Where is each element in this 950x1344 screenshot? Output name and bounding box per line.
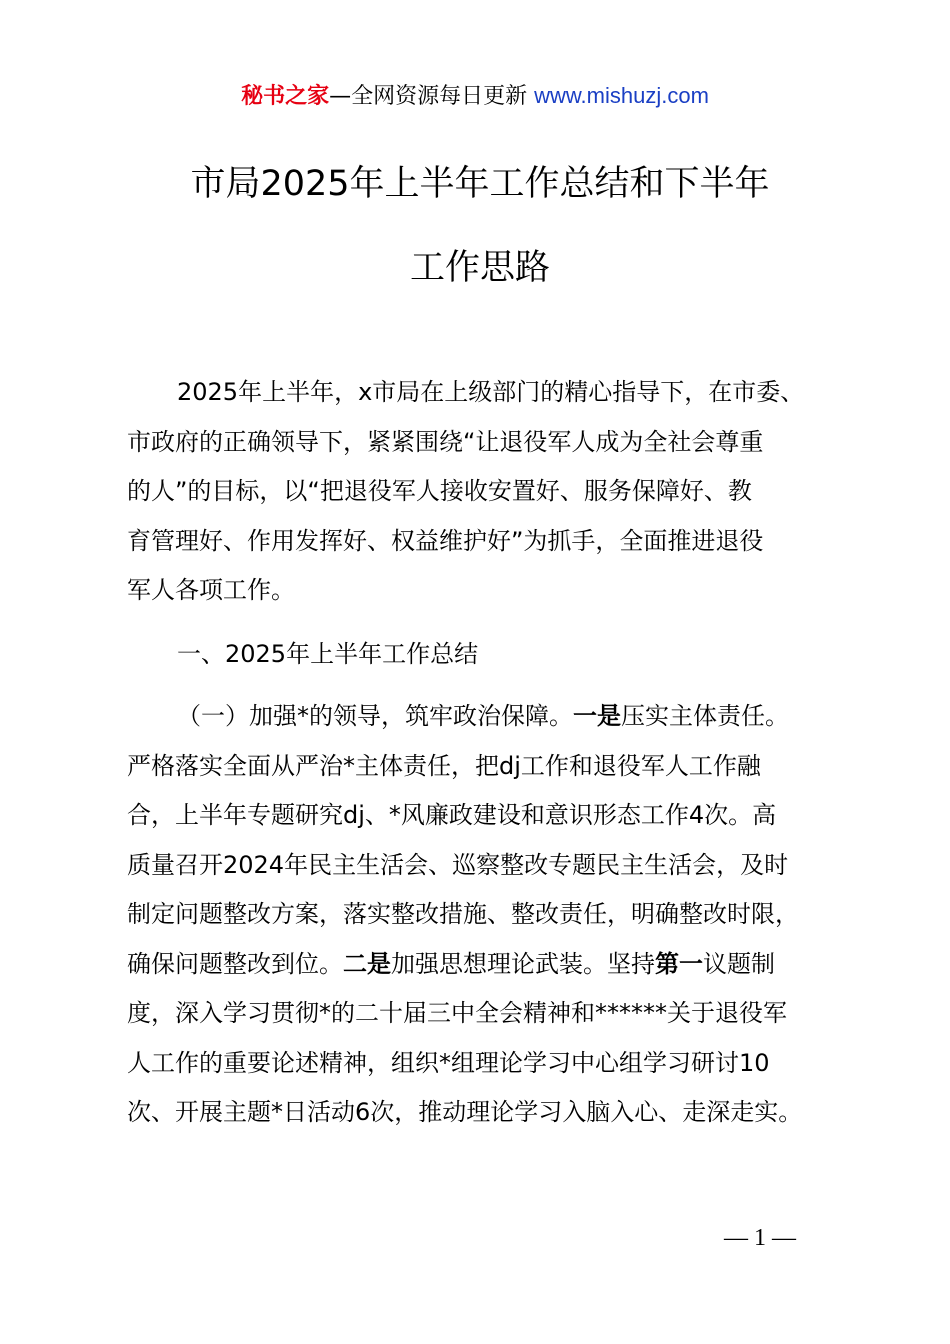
section-heading-1 — [127, 630, 845, 680]
page-number: — 1 — — [724, 1225, 796, 1251]
para-line-7: 度，深入学习贯彻*的二十届三中全会精神和******关于退役军 — [127, 999, 787, 1027]
intro-line-1: 2025年上半年，x市局在上级部门的精心指导下，在市委、 — [177, 378, 805, 406]
site-brand: 秘书之家 — [241, 84, 330, 109]
para-line-4: 质量召开2024年民主生活会、巡察整改专题民主生活会，及时 — [127, 850, 789, 879]
bold-marker-first: 一是 — [573, 702, 621, 730]
bold-marker-topic: 第一 — [655, 949, 703, 978]
para-line-9: 次、开展主题*日活动6次，推动理论学习入脑入心、走深走实。 — [127, 1098, 803, 1126]
site-tagline: —全网资源每日更新 — [329, 84, 528, 109]
para-line-6: 确保问题整改到位。二是加强思想理论武装。坚持第一议题制 — [127, 949, 775, 978]
para-line-3: 合，上半年专题研究dj、*风廉政建设和意识形态工作4次。高 — [127, 801, 777, 829]
intro-line-5: 军人各项工作。 — [127, 576, 295, 604]
para-line-1: （一）加强*的领导，筑牢政治保障。一是压实主体责任。 — [177, 702, 789, 730]
section-heading-text: 一、2025年上半年工作总结 — [177, 640, 479, 668]
bold-marker-second: 二是 — [343, 949, 391, 978]
document-title-line2: 工作思路 — [409, 248, 550, 288]
intro-line-3: 的人”的目标，以“把退役军人接收安置好、服务保障好、教 — [127, 477, 752, 505]
para-line-5: 制定问题整改方案，落实整改措施、整改责任，明确整改时限， — [127, 900, 799, 928]
site-url-link[interactable]: www.mishuzj.com — [534, 83, 709, 108]
para-line-8: 人工作的重要论述精神，组织*组理论学习中心组学习研讨10 — [127, 1048, 770, 1077]
document-title-line1: 市局2025年上半年工作总结和下半年 — [190, 164, 770, 204]
intro-line-4: 育管理好、作用发挥好、权益维护好”为抓手，全面推进退役 — [127, 526, 764, 555]
intro-line-2: 市政府的正确领导下，紧紧围绕“让退役军人成为全社会尊重 — [127, 427, 764, 456]
para-line-2: 严格落实全面从严治*主体责任，把dj工作和退役军人工作融 — [127, 751, 761, 780]
intro-paragraph — [127, 368, 845, 616]
section1-paragraph — [127, 692, 845, 1138]
site-header — [0, 80, 950, 113]
